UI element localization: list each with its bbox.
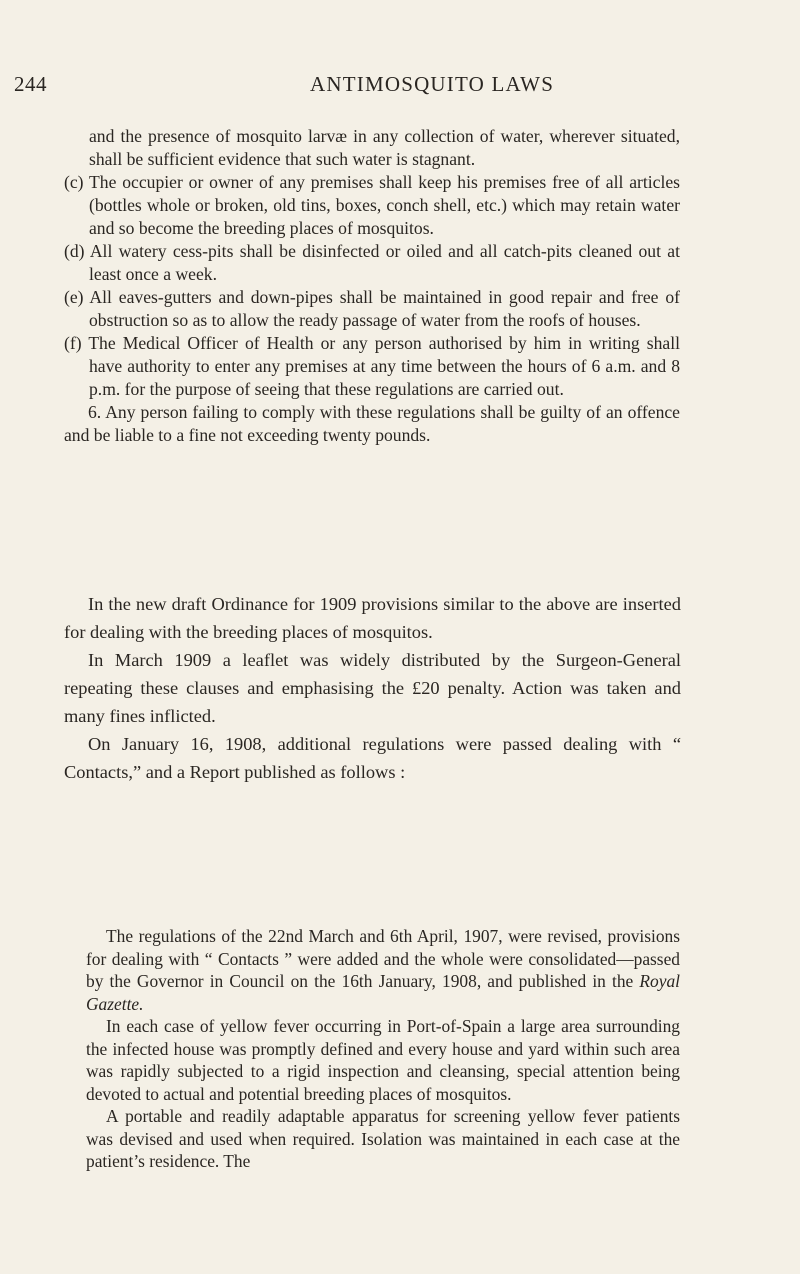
regulations-block [64,125,680,447]
quote-paragraph-3: A portable and readily adaptable apparatus for screening yellow fever patients was devised and used when required. Isolation was maintained in each case at the patient’s residence. The [86,1106,680,1171]
narrative-paragraph-2: In March 1909 a leaflet was widely distributed by the Surgeon-General repeating these clauses and emphasising the £20 penalty. Action was taken and many fines inflicted. [64,650,681,726]
narrative-block [64,590,681,786]
narrative-paragraph-3: On January 16, 1908, additional regulations were passed dealing with “ Contacts,” and a Report published as follows : [64,734,681,782]
narrative-paragraph-1: In the new draft Ordinance for 1909 provisions similar to the above are inserted for dealing with the breeding places of mosquitos. [64,594,681,642]
quote-paragraph-1 [86,925,680,1015]
royal-gazette-title: Royal Gazette. [86,971,680,1014]
clause-d: (d) All watery cess-pits shall be disinfected or oiled and all catch-pits cleaned out at least once a week. [64,241,680,284]
page-number: 244 [14,72,47,96]
quote-paragraph-2: In each case of yellow fever occurring in Port-of-Spain a large area surrounding the infected house was promptly defined and every house and yard within such area was rapidly subjected to a rigid inspection and cleansing, special attention being devoted to actual and potential breeding places of mosquitos. [86,1016,680,1104]
clause-f: (f) The Medical Officer of Health or any person authorised by him in writing shall have authority to enter any premises at any time between the hours of 6 a.m. and 8 p.m. for the purpose of seeing that these regulations are carried out. [64,333,680,399]
report-quote-block [86,925,680,1173]
clause-6: 6. Any person failing to comply with these regulations shall be guilty of an offence and be liable to a fine not exceeding twenty pounds. [64,402,680,445]
running-title: ANTIMOSQUITO LAWS [310,72,555,96]
quote-paragraph-1-text: The regulations of the 22nd March and 6th April, 1907, were revised, provisions for dealing with “ Contacts ” were added and the whole were consolidated—passed by the Governor in Council on the 16th January, 1908, and published in the [86,926,680,991]
clause-c: (c) The occupier or owner of any premises shall keep his premises free of all articles (bottles whole or broken, old tins, boxes, conch shell, etc.) which may retain water and so become the breeding places of mosquitos. [64,172,680,238]
clause-e: (e) All eaves-gutters and down-pipes shall be maintained in good repair and free of obstruction so as to allow the ready passage of water from the roofs of houses. [64,287,680,330]
page-header [0,72,800,102]
clause-b-continuation: and the presence of mosquito larvæ in any collection of water, wherever situated, shall be sufficient evidence that such water is stagnant. [89,126,680,169]
